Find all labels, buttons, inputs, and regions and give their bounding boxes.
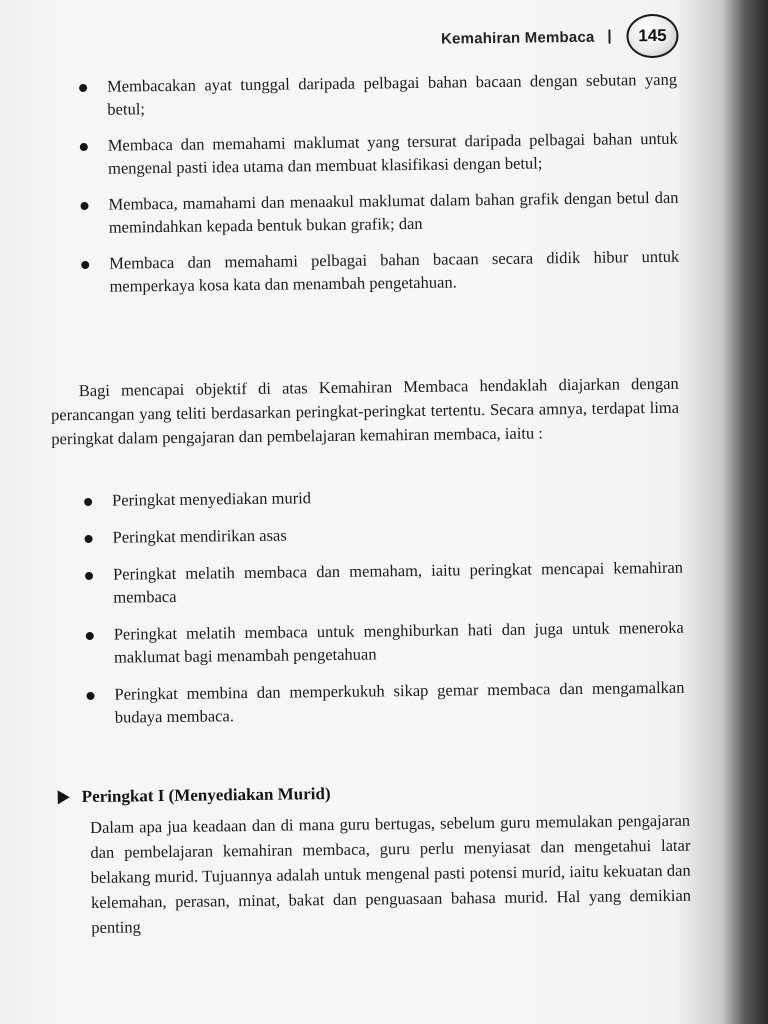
section-heading	[58, 784, 331, 807]
bullet-icon	[85, 535, 93, 543]
bullet-icon	[81, 261, 89, 269]
list-item-text: Peringkat melatih membaca untuk menghiburkan hati dan juga untuk meneroka maklumat bagi menambah pengetahuan	[113, 617, 684, 667]
objectives-list	[73, 68, 680, 311]
list-item-text: Membacakan ayat tunggal daripada pelbagai bahan bacaan dengan sebutan yang betul;	[106, 69, 678, 119]
list-item-text: Peringkat mendirikan asas	[112, 525, 287, 547]
list-item	[75, 245, 680, 298]
header-separator	[608, 30, 610, 44]
list-item	[80, 676, 685, 729]
bullet-icon	[80, 202, 88, 210]
list-item	[73, 68, 678, 121]
section-title: Peringkat I (Menyediakan Murid)	[81, 784, 331, 807]
list-item-text: Membaca dan memahami maklumat yang tersurat daripada pelbagai bahan untuk mengenal pasti idea utama dan membuat klasifikasi dengan betul;	[107, 128, 678, 178]
bullet-icon	[80, 143, 88, 151]
list-item	[79, 556, 684, 609]
intro-paragraph: Bagi mencapai objektif di atas Kemahiran Membaca hendaklah diajarkan dengan perancangan yang teliti berdasarkan peringkat-peringkat tertentu. Secara amnya, terdapat lima peringkat dalam pengajaran dan pembelajaran kemahiran membaca, iaitu :	[50, 373, 680, 449]
running-header	[441, 14, 679, 61]
arrow-right-icon	[58, 790, 70, 804]
list-item	[80, 616, 685, 669]
list-item	[78, 482, 682, 512]
header-title: Kemahiran Membaca	[440, 28, 595, 48]
bullet-icon	[79, 84, 87, 92]
list-item	[74, 127, 679, 180]
page-number-badge: 145	[626, 14, 679, 59]
list-item-text: Membaca dan memahami pelbagai bahan bacaan secara didik hibur untuk memperkaya kosa kata dan menambah pengetahuan.	[109, 246, 680, 296]
list-item-text: Peringkat menyediakan murid	[112, 488, 312, 510]
section-paragraph: Dalam apa jua keadaan dan di mana guru bertugas, sebelum guru memulakan pengajaran dan pembelajaran kemahiran membaca, guru perlu menyiasat dan mengetahui latar belakang murid. Tujuannya adalah untuk mengenal pasti potensi murid, iaitu kekuatan dan kelemahan, perasan, minat, bakat dan penguasaan bahasa murid. Hal yang demikian penting	[89, 810, 692, 937]
bullet-icon	[85, 572, 93, 580]
list-item	[78, 519, 682, 549]
list-item-text: Membaca, mamahami dan menaakul maklumat dalam bahan grafik dengan betul dan memindahkan kepada bentuk bukan grafik; dan	[108, 187, 679, 237]
bullet-icon	[86, 692, 94, 700]
list-item	[74, 186, 679, 239]
list-item-text: Peringkat membina dan memperkukuh sikap gemar membaca dan mengamalkan budaya membaca.	[114, 677, 685, 727]
bullet-icon	[86, 632, 94, 640]
levels-list	[78, 482, 685, 743]
bullet-icon	[84, 498, 92, 506]
list-item-text: Peringkat melatih membaca dan memaham, iaitu peringkat mencapai kemahiran membaca	[112, 557, 684, 607]
